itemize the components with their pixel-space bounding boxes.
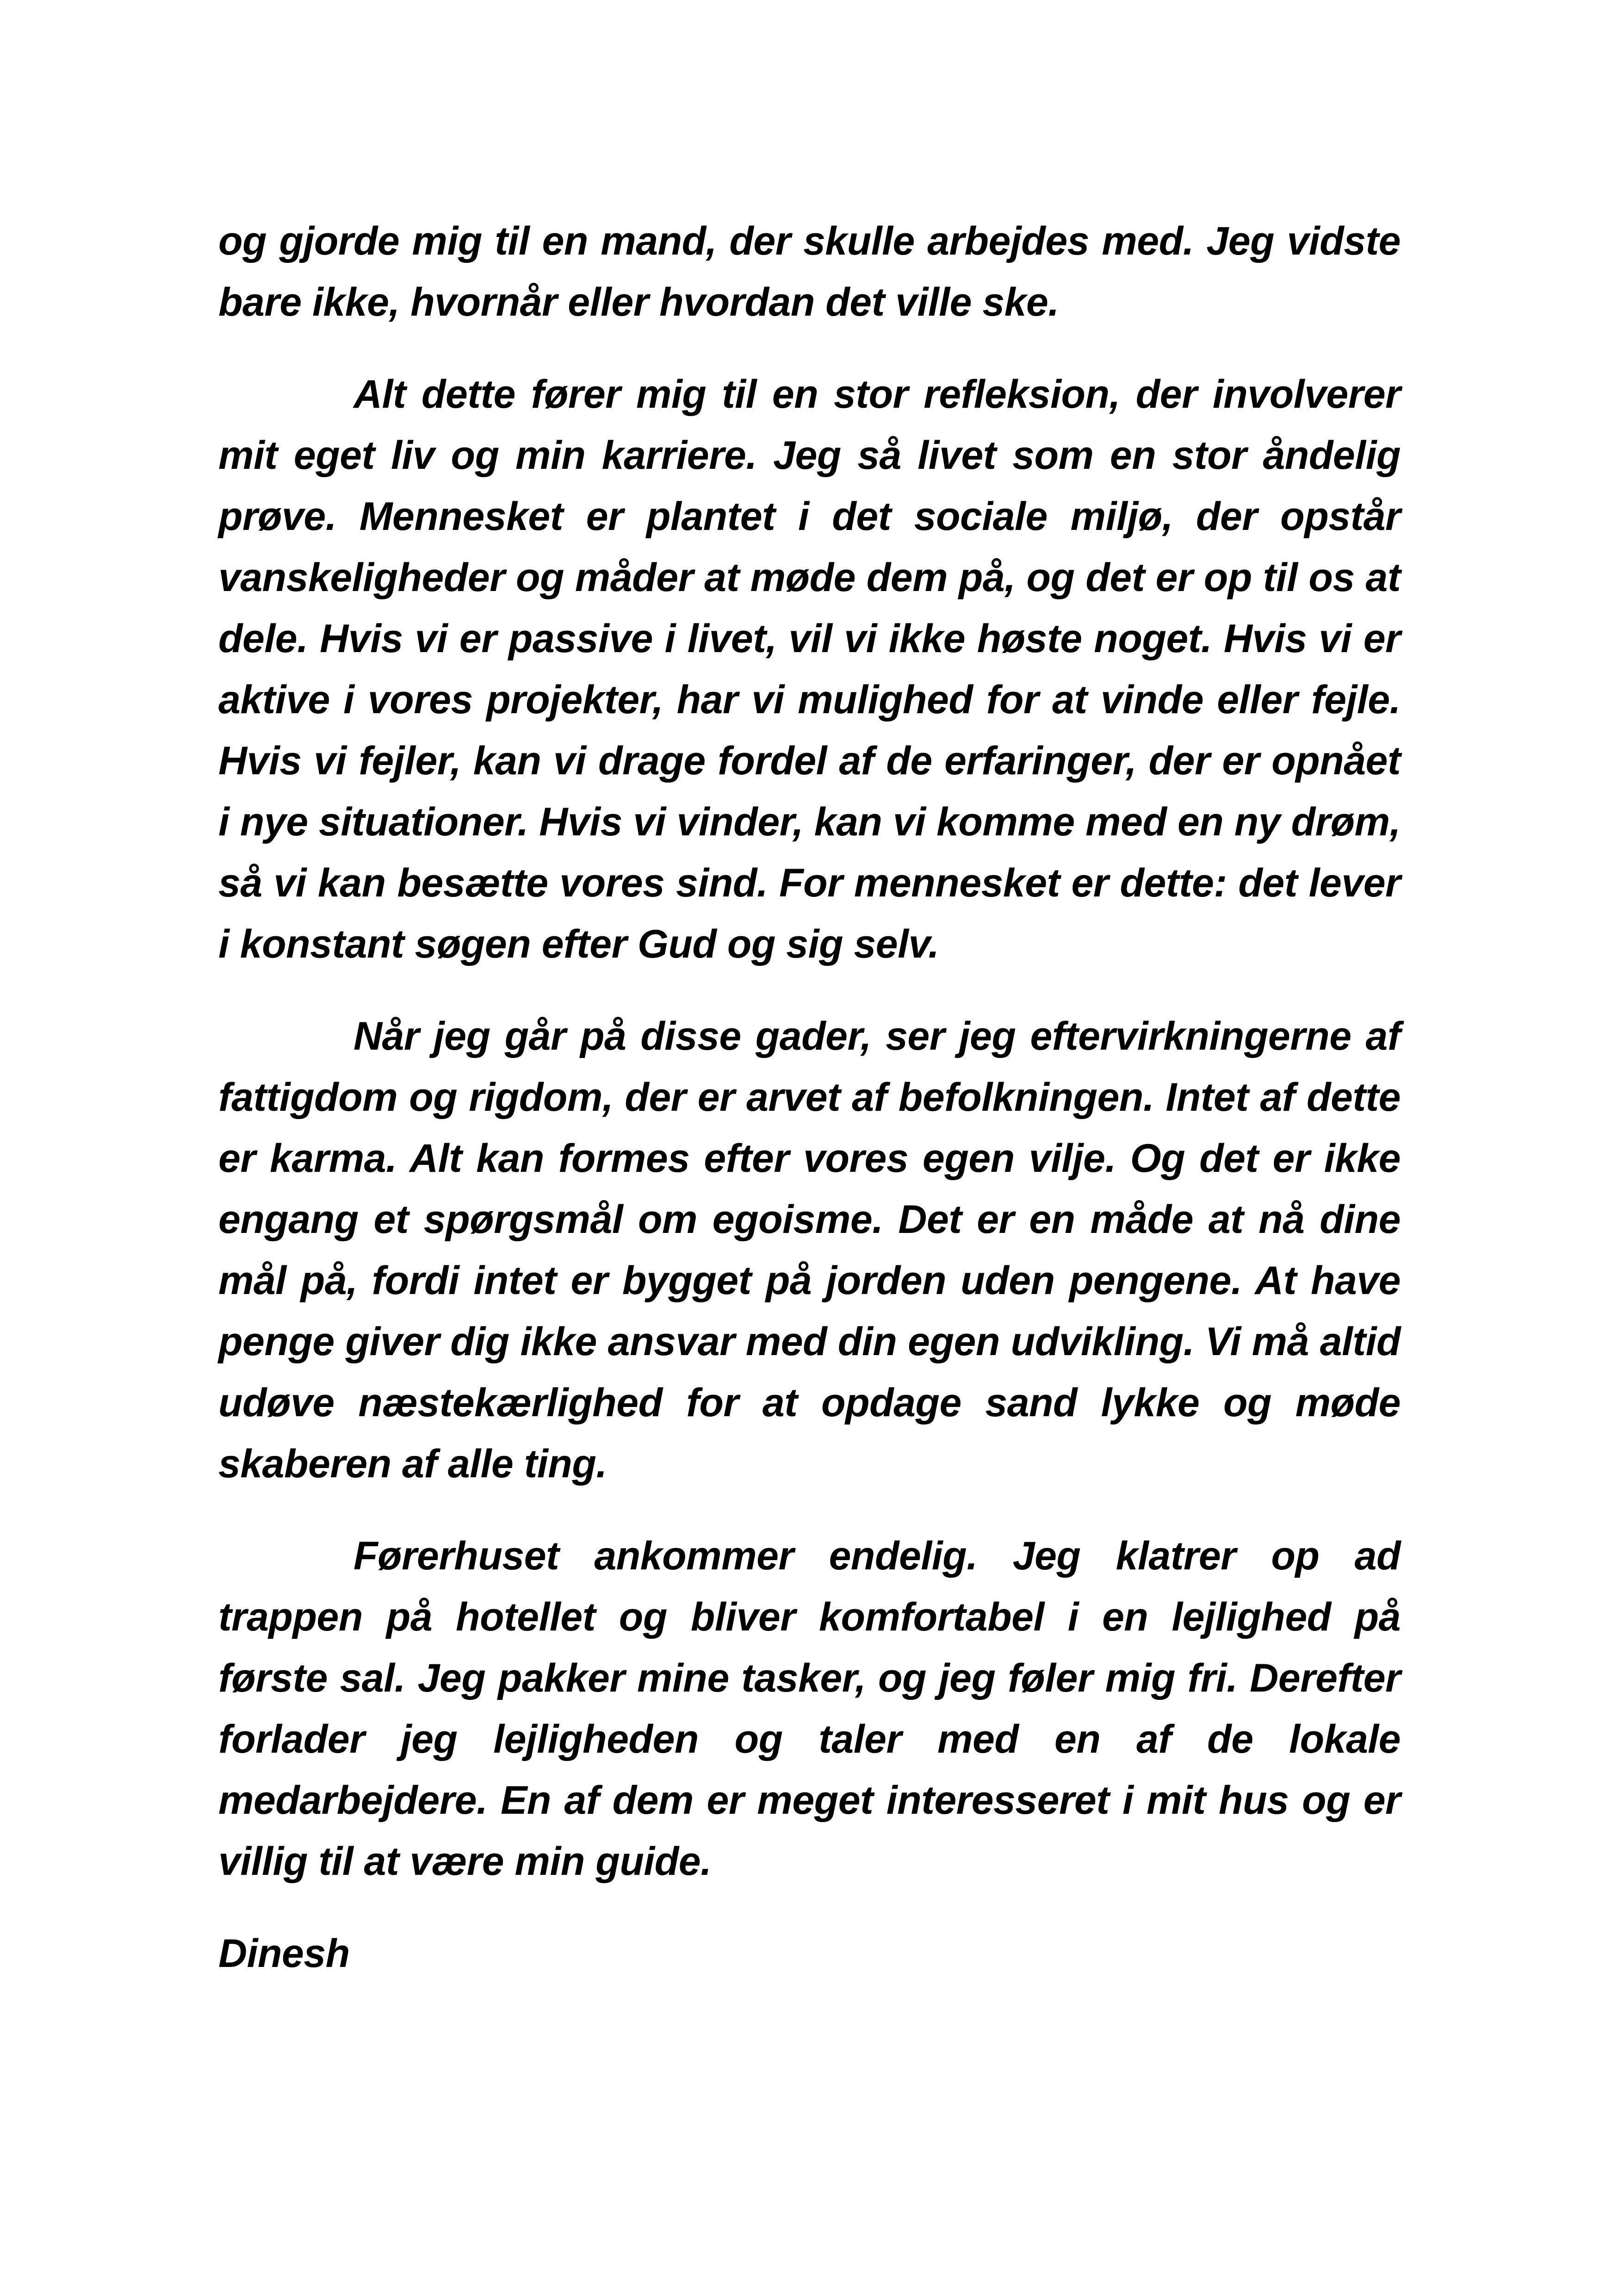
paragraph-continuation: og gjorde mig til en mand, der skulle arbejdes med. Jeg vidste bare ikke, hvornår eller hvordan det ville ske. <box>218 219 1401 324</box>
body-text <box>218 211 1401 1984</box>
paragraph-arrival: Førerhuset ankommer endelig. Jeg klatrer op ad trappen på hotellet og bliver komfortabel i en lejlighed på første sal. Jeg pakker mine tasker, og jeg føler mig fri. Derefter forlader jeg lejligheden og taler med en af de lokale medarbejdere. En af dem er meget interesseret i mit hus og er villig til at være min guide. <box>218 1534 1401 1884</box>
paragraph-reflection: Alt dette fører mig til en stor refleksion, der involverer mit eget liv og min karriere. Jeg så livet som en stor åndelig prøve. Mennesket er plantet i det sociale miljø, der opstår vanskeligheder og måder at møde dem på, og det er op til os at dele. Hvis vi er passive i livet, vil vi ikke høste noget. Hvis vi er aktive i vores projekter, har vi mulighed for at vinde eller fejle. Hvis vi fejler, kan vi drage fordel af de erfaringer, der er opnået i nye situationer. Hvis vi vinder, kan vi komme med en ny drøm, så vi kan besætte vores sind. For mennesket er dette: det lever i konstant søgen efter Gud og sig selv. <box>218 372 1401 966</box>
paragraph-streets: Når jeg går på disse gader, ser jeg eftervirkningerne af fattigdom og rigdom, der er arvet af befolkningen. Intet af dette er karma. Alt kan formes efter vores egen vilje. Og det er ikke engang et spørgsmål om egoisme. Det er en måde at nå dine mål på, fordi intet er bygget på jorden uden pengene. At have penge giver dig ikke ansvar med din egen udvikling. Vi må altid udøve næstekærlighed for at opdage sand lykke og møde skaberen af alle ting. <box>218 1014 1401 1486</box>
author-signature: Dinesh <box>218 1931 350 1976</box>
